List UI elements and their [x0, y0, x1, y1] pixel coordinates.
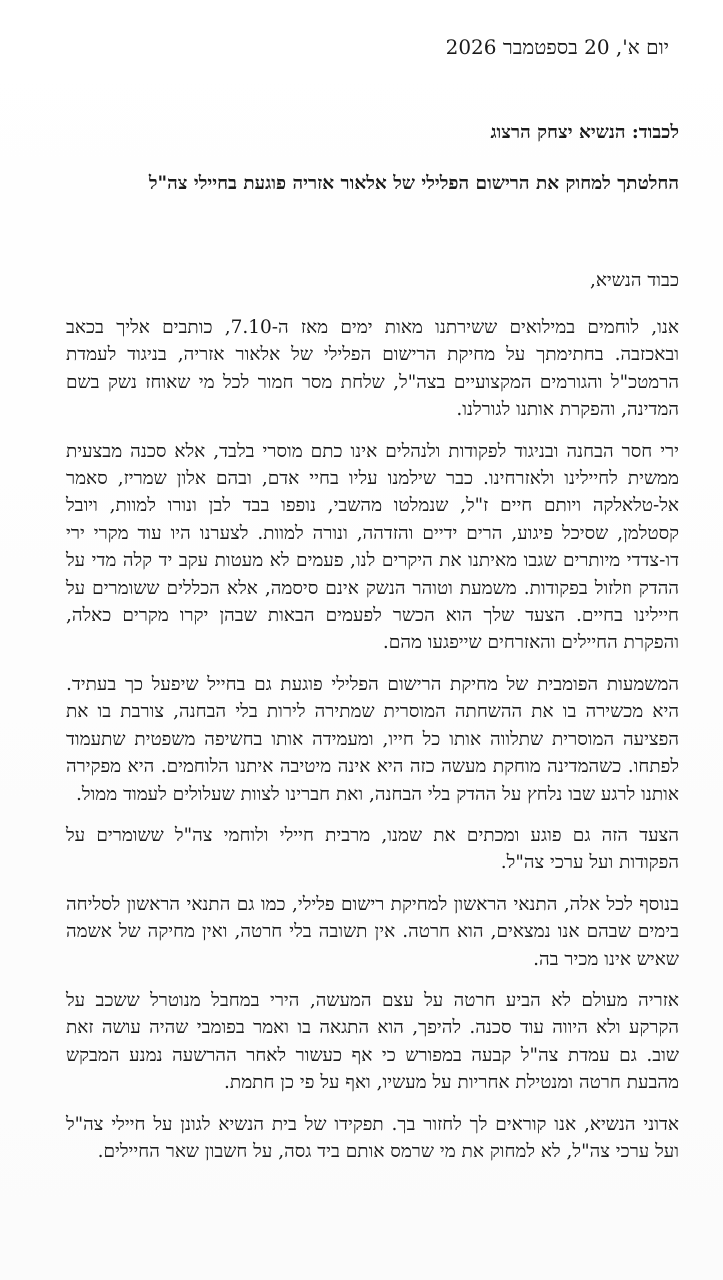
paragraph-public-meaning: המשמעות הפומבית של מחיקת הרישום הפלילי פוגעת גם בחייל שיפעל כך בעתיד. היא מכשירה בו את ההשחתה המוסרית שמתירה לירות בלי הבחנה, צורבת בו את הפציעה המוסרית שתלווה אותו כל חייו, ומעמידה אותו בחשיפה משפטית שתעמוד לפתחו. כשהמדינה מוחקת מעשה כזה היא אינה מיטיבה איתנו הלוחמים. היא מפקירה אותנו לרגע שבו נלחץ על ההדק בלי הבחנה, ואת חברינו לצוות שעלולים לעמוד ממול. — [66, 673, 679, 805]
paragraph-stains-name: הצעד הזה גם פוגע ומכתים את שמנו, מרבית חיילי ולוחמי צה"ל ששומרים על הפקודות ועל ערכי צה"ל. — [66, 824, 679, 874]
letter-date: יום א', 20 בספטמבר 2026 — [445, 35, 669, 59]
paragraph-opening: אנו, לוחמים במילואים ששירתנו מאות ימים מאז ה-7.10, כותבים אליך בכאב ובאכזבה. בחתימתך על מחיקת הרישום הפלילי של אלאור אזריה, בניגוד לעמדת הרמטכ"ל והגורמים המקצועיים בצה"ל, שלחת מסר חמור לכל מי שאוחז נשק בשם המדינה, והפקרת אותנו לגורלנו. — [66, 317, 679, 421]
letter-recipient: לכבוד: הנשיא יצחק הרצוג — [490, 122, 679, 143]
paragraph-closing-call: אדוני הנשיא, אנו קוראים לך לחזור בך. תפקידו של בית הנשיא לגונן על חיילי צה"ל ועל ערכי צה"ל, לא למחוק את מי שרמס אותם ביד גסה, על חשבון שאר החיילים. — [66, 1113, 679, 1162]
letter-salutation: כבוד הנשיא, — [589, 270, 679, 291]
paragraph-operational-danger: ירי חסר הבחנה ובניגוד לפקודות ולנהלים אינו כתם מוסרי בלבד, אלא סכנה מבצעית ממשית לחיילינו ולאזרחינו. כבר שילמנו עליו בחיי אדם, ובהם אלון שמריז, סאמר אל-טלאלקה ויותם חיים ז"ל, שנמלטו מהשבי, נופפו בבד לבן ונורו למוות, ויובל קסטלמן, שסיכל פיגוע, הרים ידיים והזדהה, ונורה למוות. לצערנו היו עוד מקרי ירי דו-צדדי מיותרים שגבו מאיתנו את היקרים לנו, פעמים לא מעטות עקב יד קלה מדי על ההדק וזלזול בפקודות. משמעת וטוהר הנשק אינם סיסמה, אלא הכללים ששומרים על חיילינו בחיים. הצעד שלך הוא הכשר לפעמים הבאות שבהן יקרו מקרים כאלה, והפקרת החיילים והאזרחים שייפגעו מהם. — [66, 440, 679, 654]
letter-subject: החלטתך למחוק את הרישום הפלילי של אלאור אזריה פוגעת בחיילי צה"ל — [148, 173, 679, 194]
paragraph-remorse-condition: בנוסף לכל אלה, התנאי הראשון למחיקת רישום פלילי, כמו גם התנאי הראשון לסליחה בימים שבהם אנו נמצאים, הוא חרטה. אין תשובה בלי חרטה, ואין מחיקה של אשמה שאיש אינו מכיר בה. — [66, 893, 679, 970]
paragraph-azaria-no-remorse: אזריה מעולם לא הביע חרטה על עצם המעשה, הירי במחבל מנוטרל ששכב על הקרקע ולא היווה עוד סכנה. להיפך, הוא התגאה בו ואמר בפומבי שהיה עושה זאת שוב. גם עמדת צה"ל קבעה במפורש כי אף כעשור לאחר ההרשעה נמנע המבקש מהבעת חרטה ומנטילת אחריות על מעשיו, ואף על פי כן חתמת. — [66, 989, 679, 1094]
